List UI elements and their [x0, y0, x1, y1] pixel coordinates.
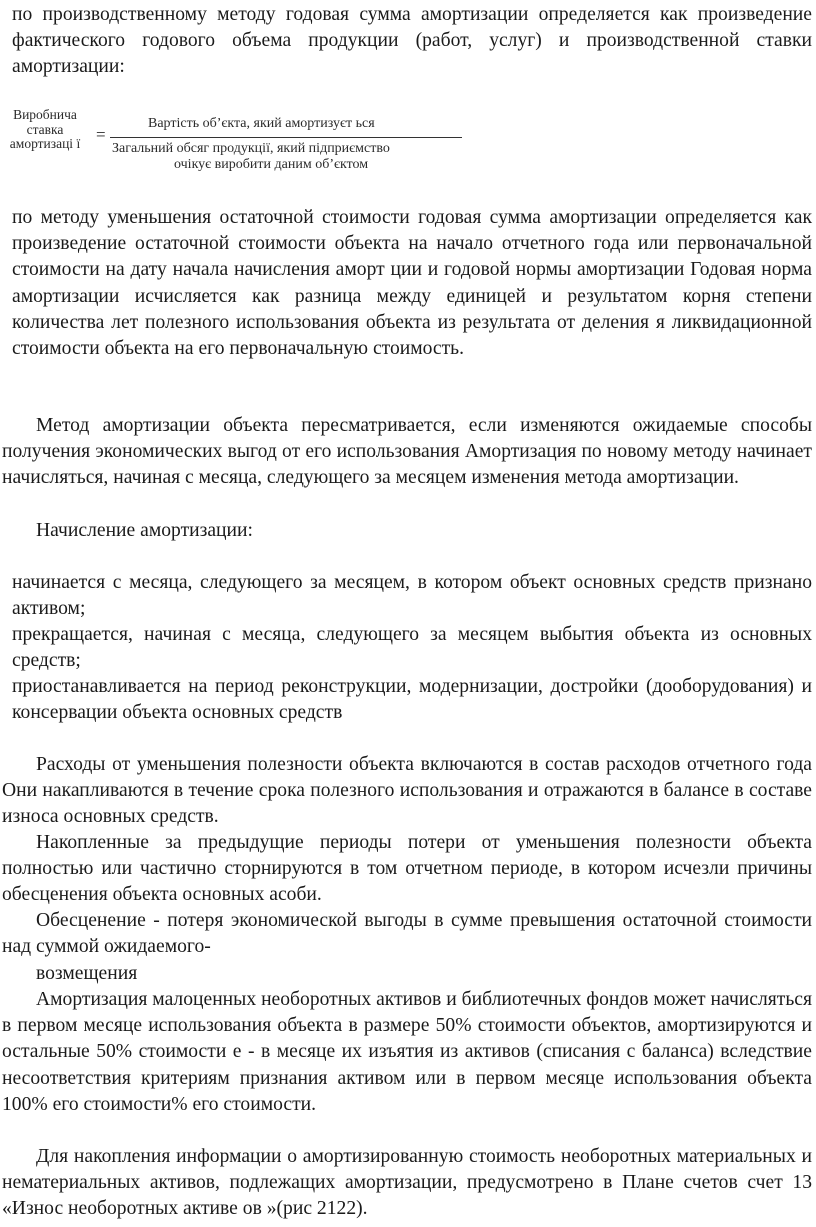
list-item: начинается с месяца, следующего за месяцем, в котором объект основных средств признано активом;: [12, 572, 812, 620]
impairment-definition-continuation: возмещения: [36, 963, 138, 984]
formula-lhs-line: амортизаці ї: [9, 136, 81, 151]
impairment-definition-paragraph: Обесценение - потеря экономической выгоды в сумме превышения остаточной стоимости над суммой ожидаемого-: [2, 910, 812, 958]
formula-equals-sign: =: [96, 125, 106, 144]
account-13-paragraph: Для накопления информации о амортизированную стоимость необоротных материальных и нематериальных активов, подлежащих амортизации, предусмотрено в Плане счетов счет 13 «Износ необоротных активе ов »(рис 2122).: [2, 1146, 812, 1220]
formula-denominator-line1: Загальний обсяг продукції, який підприємство: [112, 141, 390, 156]
formula-lhs: [2, 108, 88, 152]
accumulated-losses-paragraph: Накопленные за предыдущие периоды потери от уменьшения полезности объекта полностью или частично сторнируются в том отчетном периоде, в котором исчезли причины обесценения объекта основных асоби.: [2, 832, 812, 906]
production-method-paragraph: по производственному методу годовая сумма амортизации определяется как произведение фактического годового объема продукции (работ, услуг) и производственной ставки амортизации:: [12, 4, 812, 78]
formula-numerator: Вартість об’єкта, який амортизуєт ься: [148, 116, 375, 131]
impairment-expenses-paragraph: Расходы от уменьшения полезности объекта включаются в состав расходов отчетного года Они накапливаются в течение срока полезного использования и отражаются в балансе в составе износа основных средств.: [2, 754, 812, 828]
low-value-assets-paragraph: Амортизация малоценных необоротных активов и библиотечных фондов может начисляться в первом месяце использования объекта в размере 50% стоимости объектов, амортизируются и остальные 50% стоимости е - в месяце их изъятия из активов (списания с баланса) вследствие несоответствия критериям признания активом или в первом месяце использования объекта 100% его стоимости% его стоимости.: [2, 989, 812, 1115]
list-item: приостанавливается на период реконструкции, модернизации, достройки (дооборудования) и консервации объекта основных средств: [12, 676, 812, 724]
accrual-heading: Начисление амортизации:: [36, 520, 253, 541]
formula-fraction-bar: [110, 137, 462, 138]
list-item: прекращается, начиная с месяца, следующего за месяцем выбытия объекта из основных средств;: [12, 624, 812, 672]
reducing-balance-paragraph: по методу уменьшения остаточной стоимости годовая сумма амортизации определяется как произведение остаточной стоимости объекта на начало отчетного года или первоначальной стоимости на дату начала начисления аморт ции и годовой нормы амортизации Годовая норма амортизации исчисляется как разница между единицей и результатом корня степени количества лет полезного использования объекта из результата от деления я ликвидационной стоимости объекта на его первоначальную стоимость.: [12, 207, 812, 360]
method-revision-paragraph: Метод амортизации объекта пересматривается, если изменяются ожидаемые способы получения экономических выгод от его использования Амортизация по новому методу начинает начисляться, начиная с месяца, следующего за месяцем изменения метода амортизации.: [2, 415, 812, 489]
formula-lhs-line: Виробнича: [13, 107, 77, 122]
depreciation-rate-formula: [2, 106, 472, 176]
formula-lhs-line: ставка: [26, 121, 64, 137]
formula-denominator-line2: очікує виробити даним об’єктом: [174, 157, 369, 172]
